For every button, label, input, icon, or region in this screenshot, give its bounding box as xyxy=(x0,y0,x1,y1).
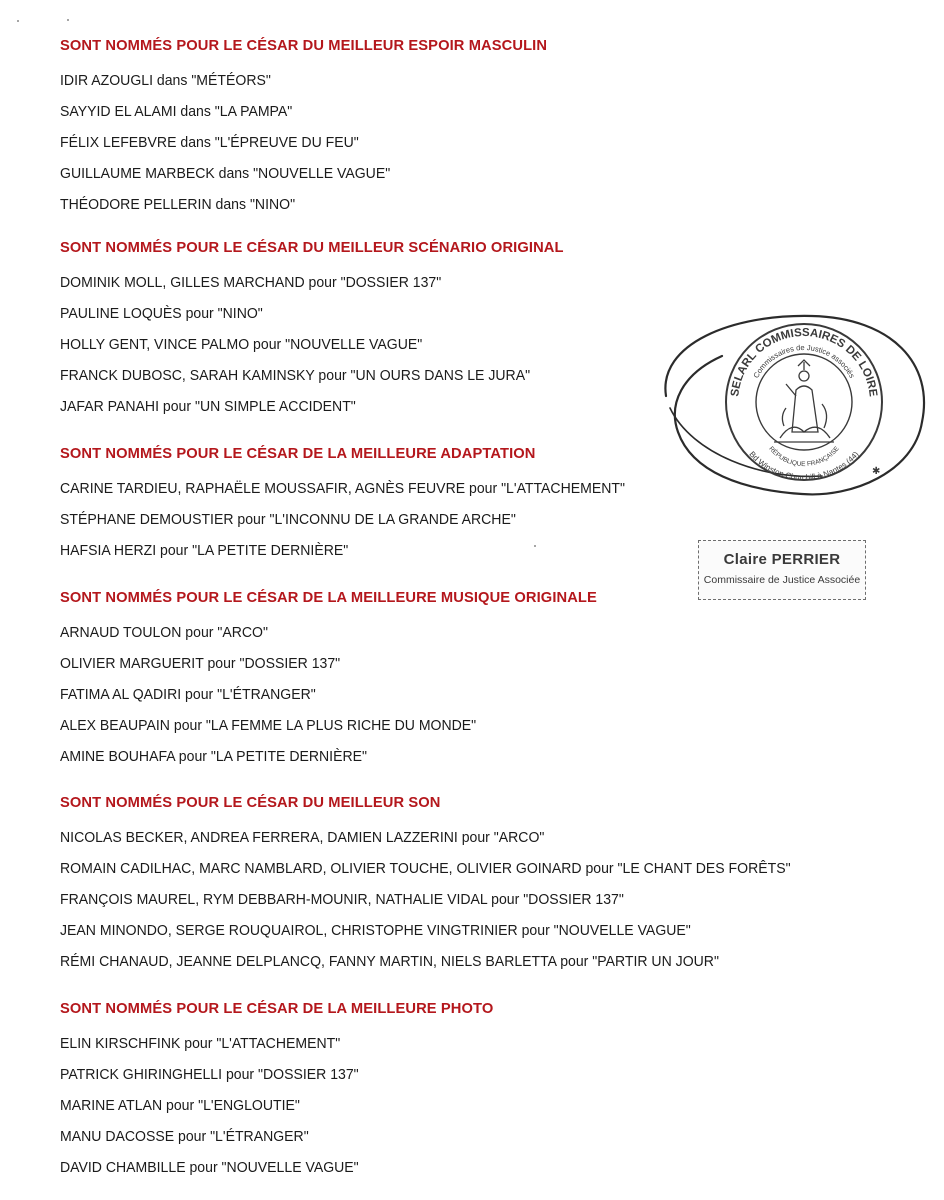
nominee-entry: HAFSIA HERZI pour "LA PETITE DERNIÈRE" xyxy=(60,543,349,559)
nominee-list xyxy=(60,623,489,778)
nominee-entry: FRANCK DUBOSC, SARAH KAMINSKY pour "UN OURS DANS LE JURA" xyxy=(60,368,531,384)
section-heading: SONT NOMMÉS POUR LE CÉSAR DU MEILLEUR ESPOIR MASCULIN xyxy=(60,37,548,54)
nominee-entry: CARINE TARDIEU, RAPHAËLE MOUSSAFIR, AGNÈS FEUVRE pour "L'ATTACHEMENT" xyxy=(60,481,625,497)
nominee-list xyxy=(60,479,642,572)
nominee-entry: ROMAIN CADILHAC, MARC NAMBLARD, OLIVIER TOUCHE, OLIVIER GOINARD pour "LE CHANT DES FORÊTS" xyxy=(60,861,791,877)
nominee-entry: DAVID CHAMBILLE pour "NOUVELLE VAGUE" xyxy=(60,1160,359,1176)
marianne-emblem-icon xyxy=(774,360,834,442)
nominee-list xyxy=(60,1034,368,1189)
nominee-entry: FATIMA AL QADIRI pour "L'ÉTRANGER" xyxy=(60,687,316,703)
nominee-entry: FRANÇOIS MAUREL, RYM DEBBARH-MOUNIR, NATHALIE VIDAL pour "DOSSIER 137" xyxy=(60,892,624,908)
section-heading: SONT NOMMÉS POUR LE CÉSAR DU MEILLEUR SON xyxy=(60,794,441,811)
nominee-entry: SAYYID EL ALAMI dans "LA PAMPA" xyxy=(60,104,293,120)
seal-top-text: SELARL COMMISSAIRES DE LOIRE xyxy=(729,326,879,398)
section-heading: SONT NOMMÉS POUR LE CÉSAR DE LA MEILLEURE ADAPTATION xyxy=(60,445,536,462)
nominee-entry: STÉPHANE DEMOUSTIER pour "L'INCONNU DE LA GRANDE ARCHE" xyxy=(60,512,516,528)
nominee-entry: NICOLAS BECKER, ANDREA FERRERA, DAMIEN LAZZERINI pour "ARCO" xyxy=(60,830,545,846)
signature-stamp xyxy=(698,540,866,600)
scan-speck xyxy=(17,20,19,22)
nominee-entry: ARNAUD TOULON pour "ARCO" xyxy=(60,625,268,641)
nominee-entry: PAULINE LOQUÈS pour "NINO" xyxy=(60,306,263,322)
stamp-name: Claire PERRIER xyxy=(723,551,841,568)
nominee-entry: OLIVIER MARGUERIT pour "DOSSIER 137" xyxy=(60,656,341,672)
nominee-entry: JAFAR PANAHI pour "UN SIMPLE ACCIDENT" xyxy=(60,399,356,415)
nominee-entry: ELIN KIRSCHFINK pour "L'ATTACHEMENT" xyxy=(60,1036,341,1052)
nominee-list xyxy=(60,828,813,983)
stamp-role: Commissaire de Justice Associée xyxy=(703,574,861,586)
section-heading: SONT NOMMÉS POUR LE CÉSAR DE LA MEILLEURE MUSIQUE ORIGINALE xyxy=(60,589,597,606)
seal-star-icon: ✱ xyxy=(872,466,881,477)
nominee-entry: IDIR AZOUGLI dans "MÉTÉORS" xyxy=(60,73,271,89)
nominee-entry: HOLLY GENT, VINCE PALMO pour "NOUVELLE VAGUE" xyxy=(60,337,423,353)
nominee-entry: THÉODORE PELLERIN dans "NINO" xyxy=(60,197,296,213)
nominee-entry: AMINE BOUHAFA pour "LA PETITE DERNIÈRE" xyxy=(60,749,368,765)
seal-motto-path: RÉPUBLIQUE FRANÇAISE xyxy=(767,445,841,469)
seal-bottom-text-path: Bd Winston Churchill à Nantes (44) xyxy=(747,449,861,483)
nominee-entry: RÉMI CHANAUD, JEANNE DELPLANCQ, FANNY MARTIN, NIELS BARLETTA pour "PARTIR UN JOUR" xyxy=(60,954,719,970)
official-seal xyxy=(652,304,934,500)
seal-inner-text-path: Commissaires de Justice associés xyxy=(751,342,857,380)
nominee-entry: DOMINIK MOLL, GILLES MARCHAND pour "DOSSIER 137" xyxy=(60,275,442,291)
seal-motto-text xyxy=(767,445,841,468)
nominee-entry: ALEX BEAUPAIN pour "LA FEMME LA PLUS RICHE DU MONDE" xyxy=(60,718,477,734)
nominee-list xyxy=(60,273,545,428)
nominee-entry: MANU DACOSSE pour "L'ÉTRANGER" xyxy=(60,1129,309,1145)
nominee-list xyxy=(60,71,400,226)
section-heading: SONT NOMMÉS POUR LE CÉSAR DU MEILLEUR SCÉNARIO ORIGINAL xyxy=(60,239,564,256)
section-heading: SONT NOMMÉS POUR LE CÉSAR DE LA MEILLEURE PHOTO xyxy=(60,1000,494,1017)
scan-speck xyxy=(67,19,69,21)
nominee-entry: PATRICK GHIRINGHELLI pour "DOSSIER 137" xyxy=(60,1067,359,1083)
nominee-entry: GUILLAUME MARBECK dans "NOUVELLE VAGUE" xyxy=(60,166,391,182)
nominee-entry: JEAN MINONDO, SERGE ROUQUAIROL, CHRISTOPHE VINGTRINIER pour "NOUVELLE VAGUE" xyxy=(60,923,691,939)
nominee-entry: MARINE ATLAN pour "L'ENGLOUTIE" xyxy=(60,1098,300,1114)
nominee-entry: FÉLIX LEFEBVRE dans "L'ÉPREUVE DU FEU" xyxy=(60,135,359,151)
